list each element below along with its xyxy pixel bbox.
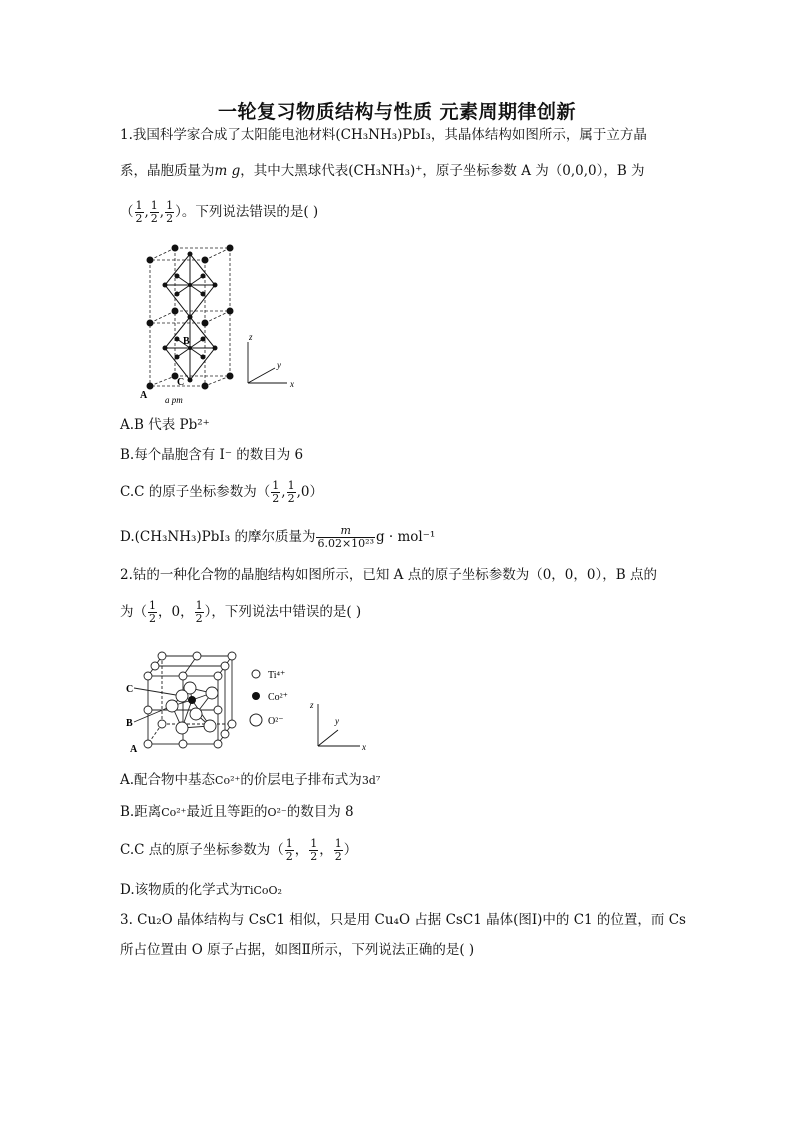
q2-frac-2: $\frac{1}{2}$ bbox=[195, 599, 203, 625]
fig2-label-c: C bbox=[126, 684, 134, 695]
q2-option-d-formula: TiCoO₂ bbox=[242, 884, 282, 897]
q2-c-frac-3: $\frac{1}{2}$ bbox=[334, 837, 342, 863]
legend-ti: Ti⁴⁺ bbox=[268, 670, 286, 681]
label-c: C bbox=[177, 377, 185, 388]
q2-option-c-post: ） bbox=[343, 842, 358, 858]
q3-stem-line1: 3. Cu₂O 晶体结构与 CsC1 相似，只是用 Cu₄O 占据 CsC1 晶体(图Ⅰ)中的 C1 的位置，而 Cs bbox=[120, 912, 686, 928]
q1-stem-line3 bbox=[120, 200, 318, 225]
q1-stem-text-a: 1.我国科学家合成了太阳能电池材料 bbox=[120, 127, 336, 143]
q1-b-open: （ bbox=[120, 204, 134, 220]
q2-stem-line2 bbox=[120, 600, 361, 625]
axis-y: y bbox=[277, 360, 281, 370]
co-center-atom bbox=[188, 696, 196, 704]
q2-option-b-text: B.距离 bbox=[120, 804, 162, 820]
legend-co-symbol bbox=[252, 692, 260, 700]
perovskite-crystal-figure bbox=[135, 238, 305, 406]
q1-stem-line2 bbox=[120, 161, 645, 181]
fig2-axis-x: x bbox=[362, 742, 366, 752]
legend-co: Co²⁺ bbox=[268, 692, 288, 703]
q2-option-c bbox=[120, 838, 357, 863]
axis-x: x bbox=[290, 379, 294, 389]
fig2-label-a: A bbox=[130, 744, 138, 755]
q1-stem-line2-a: 系，晶胞质量为 bbox=[120, 163, 215, 179]
q2-option-b bbox=[120, 802, 354, 823]
q2-c-frac-2: $\frac{1}{2}$ bbox=[310, 837, 318, 863]
q2-stem-b-post: ），下列说法中错误的是( ) bbox=[204, 604, 362, 620]
q1-option-d-unit: g · mol⁻¹ bbox=[375, 529, 436, 545]
q1-c-frac-1: $\frac{1}{2}$ bbox=[272, 479, 280, 505]
label-apm: a pm bbox=[165, 395, 183, 405]
q2-option-d bbox=[120, 880, 282, 901]
q2-option-b-ion2: O²⁻ bbox=[267, 806, 287, 819]
q1-option-d-formula: (CH₃NH₃)PbI₃ bbox=[134, 529, 231, 545]
q1-frac-3: $\frac{1}{2}$ bbox=[166, 199, 174, 225]
q1-option-c bbox=[120, 480, 323, 505]
q1-option-a: A.B 代表 Pb²⁺ bbox=[120, 417, 210, 433]
document-title: 一轮复习物质结构与性质 元素周期律创新 bbox=[217, 101, 577, 123]
q2-option-b-ion: Co²⁺ bbox=[161, 806, 187, 819]
q1-comma: , bbox=[159, 204, 165, 220]
fig2-axis-y: y bbox=[335, 716, 339, 726]
q1-option-d-frac: $\frac{m}{\text{6.02×10²³}}$ bbox=[317, 524, 374, 550]
q1-cation: (CH₃NH₃)⁺ bbox=[348, 163, 423, 179]
ticoo2-crystal-figure bbox=[120, 648, 380, 756]
q1-option-b: B.每个晶胞含有 I⁻ 的数目为 6 bbox=[120, 447, 304, 463]
q1-formula: (CH₃NH₃)PbI₃ bbox=[335, 127, 431, 143]
fig2-axis-z: z bbox=[310, 700, 314, 710]
legend-o: O²⁻ bbox=[268, 716, 284, 727]
q1-b-close: ）。下列说法错误的是( ) bbox=[175, 204, 319, 220]
q1-stem-text-b: ，其晶体结构如图所示，属于立方晶 bbox=[430, 127, 647, 143]
q2-option-a-mid: 的价层电子排布式为 bbox=[240, 772, 362, 788]
label-b: B bbox=[183, 336, 190, 347]
q1-stem-line1 bbox=[120, 125, 647, 145]
q1-frac-1: $\frac{1}{2}$ bbox=[135, 199, 143, 225]
q1-c-frac-2: $\frac{1}{2}$ bbox=[287, 479, 295, 505]
q2-option-a-text: A.配合物中基态 bbox=[120, 772, 216, 788]
center-atom-top bbox=[188, 283, 192, 287]
q2-option-b-post: 的数目为 8 bbox=[286, 804, 354, 820]
q1-stem-line2-b: ，其中大黑球代表 bbox=[240, 163, 349, 179]
q2-option-a-config: 3d⁷ bbox=[361, 774, 381, 787]
axis-z: z bbox=[249, 332, 253, 342]
q2-option-d-text: D.该物质的化学式为 bbox=[120, 882, 243, 898]
q1-option-d bbox=[120, 525, 435, 550]
q3-stem-line2: 所占位置由 O 原子占据，如图Ⅱ所示，下列说法正确的是( ) bbox=[120, 942, 475, 958]
q2-c-frac-1: $\frac{1}{2}$ bbox=[285, 837, 293, 863]
q2-frac-1: $\frac{1}{2}$ bbox=[149, 599, 156, 625]
q2-stem-b-pre: 为（ bbox=[120, 604, 147, 620]
q1-option-c-text: C.C 的原子坐标参数为（ bbox=[120, 484, 271, 500]
q2-option-c-text: C.C 点的原子坐标参数为（ bbox=[120, 842, 284, 858]
q1-option-c-tail: ,0） bbox=[296, 484, 323, 500]
q1-cell-mass: m g bbox=[214, 163, 241, 179]
q2-option-a bbox=[120, 770, 380, 791]
q2-stem-line1: 2.钴的一种化合物的晶胞结构如图所示，已知 A 点的原子坐标参数为（0，0，0），B 点的 bbox=[120, 567, 657, 583]
q1-frac-2: $\frac{1}{2}$ bbox=[150, 199, 158, 225]
q1-stem-line2-c: ，原子坐标参数 A 为（0,0,0），B 为 bbox=[422, 163, 645, 179]
fig2-label-b: B bbox=[126, 718, 133, 729]
q2-stem-b-mid: ，0， bbox=[158, 604, 194, 620]
q2-option-b-mid: 最近且等距的 bbox=[186, 804, 268, 820]
q1-comma: , bbox=[144, 204, 149, 220]
q2-option-c-sep: ， bbox=[294, 842, 309, 858]
q2-option-a-ion: Co²⁺ bbox=[215, 774, 241, 787]
legend-ti-symbol bbox=[252, 670, 260, 678]
label-a: A bbox=[140, 390, 148, 401]
q1-option-d-mid: 的摩尔质量为 bbox=[230, 529, 316, 545]
q1-option-d-text: D. bbox=[120, 529, 135, 545]
q2-option-c-sep: ， bbox=[319, 842, 333, 858]
q1-comma: , bbox=[281, 484, 286, 500]
legend-o-symbol bbox=[250, 714, 262, 726]
